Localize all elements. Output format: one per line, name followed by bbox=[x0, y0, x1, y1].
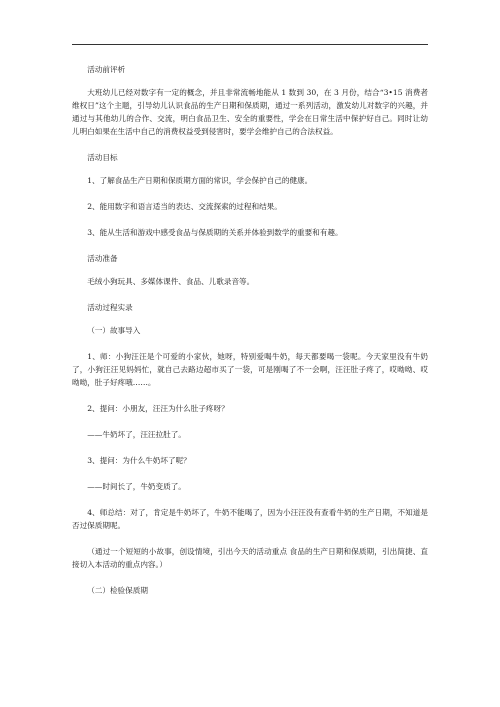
process-part-1-title: （一）故事导入 bbox=[87, 326, 141, 335]
document-body bbox=[72, 63, 428, 597]
prep-paragraph: 毛绒小狗玩具、多媒体课件、食品、儿歌录音等。 bbox=[87, 277, 255, 286]
goal-item-1: 1、了解食品生产日期和保质期方面的常识，学会保护自己的健康。 bbox=[87, 176, 313, 185]
header-rule bbox=[72, 44, 428, 45]
section-heading-pre-analysis: 活动前评析 bbox=[87, 65, 126, 74]
goal-item-3: 3、能从生活和游戏中感受食品与保质期的关系并体验到数学的重要和有趣。 bbox=[87, 228, 343, 237]
process-part-2-title: （二）检验保质期 bbox=[87, 586, 148, 595]
process-step-3-answer: ——时间长了，牛奶变质了。 bbox=[87, 482, 186, 491]
section-heading-prep: 活动准备 bbox=[87, 254, 118, 263]
section-heading-process: 活动过程实录 bbox=[87, 303, 133, 312]
goal-item-2: 2、能用数字和语言适当的表达、交流探索的过程和结果。 bbox=[87, 202, 282, 211]
pre-analysis-paragraph: 大班幼儿已经对数字有一定的概念，并且非常流畅地能从 1 数到 30，在 3 月份，结合“3•15 消费者维权日”这个主题，引导幼儿认识食品的生产日期和保质期，通过一系列活动，激发幼儿对数字的兴趣，并通过与其他幼儿的合作、交流，明白食品卫生、安全的重要性，学会在日常生活中保护好自己。同时让幼儿明白如果在生活中自己的消费权益受到侵害时，要学会维护自己的合法权益。 bbox=[72, 88, 428, 136]
section-heading-goals: 活动目标 bbox=[87, 153, 118, 162]
process-step-4: 4、师总结：对了，肯定是牛奶坏了，牛奶不能喝了，因为小汪汪没有查看牛奶的生产日期，不知道是否过保质期呢。 bbox=[72, 508, 428, 530]
process-step-2: 2、提问：小朋友，汪汪为什么肚子疼呀？ bbox=[87, 404, 229, 413]
process-note: （通过一个短短的小故事，创设情境，引出今天的活动重点 食品的生产日期和保质期，引出简捷、直接切入本活动的重点内容。） bbox=[72, 547, 428, 569]
process-step-3: 3、提问：为什么牛奶坏了呢？ bbox=[87, 456, 191, 465]
process-step-2-answer: ——牛奶坏了，汪汪拉肚了。 bbox=[87, 430, 186, 439]
process-step-1: 1、师：小狗汪汪是个可爱的小家伙，她呀，特别爱喝牛奶，每天都要喝一袋呢。今天家里没有牛奶了，小狗汪汪见妈妈忙，就自己去路边超市买了一袋，可是刚喝了不一会啊，汪汪肚子疼了，哎呦呦、哎呦呦，肚子好疼哦……。 bbox=[72, 352, 428, 387]
